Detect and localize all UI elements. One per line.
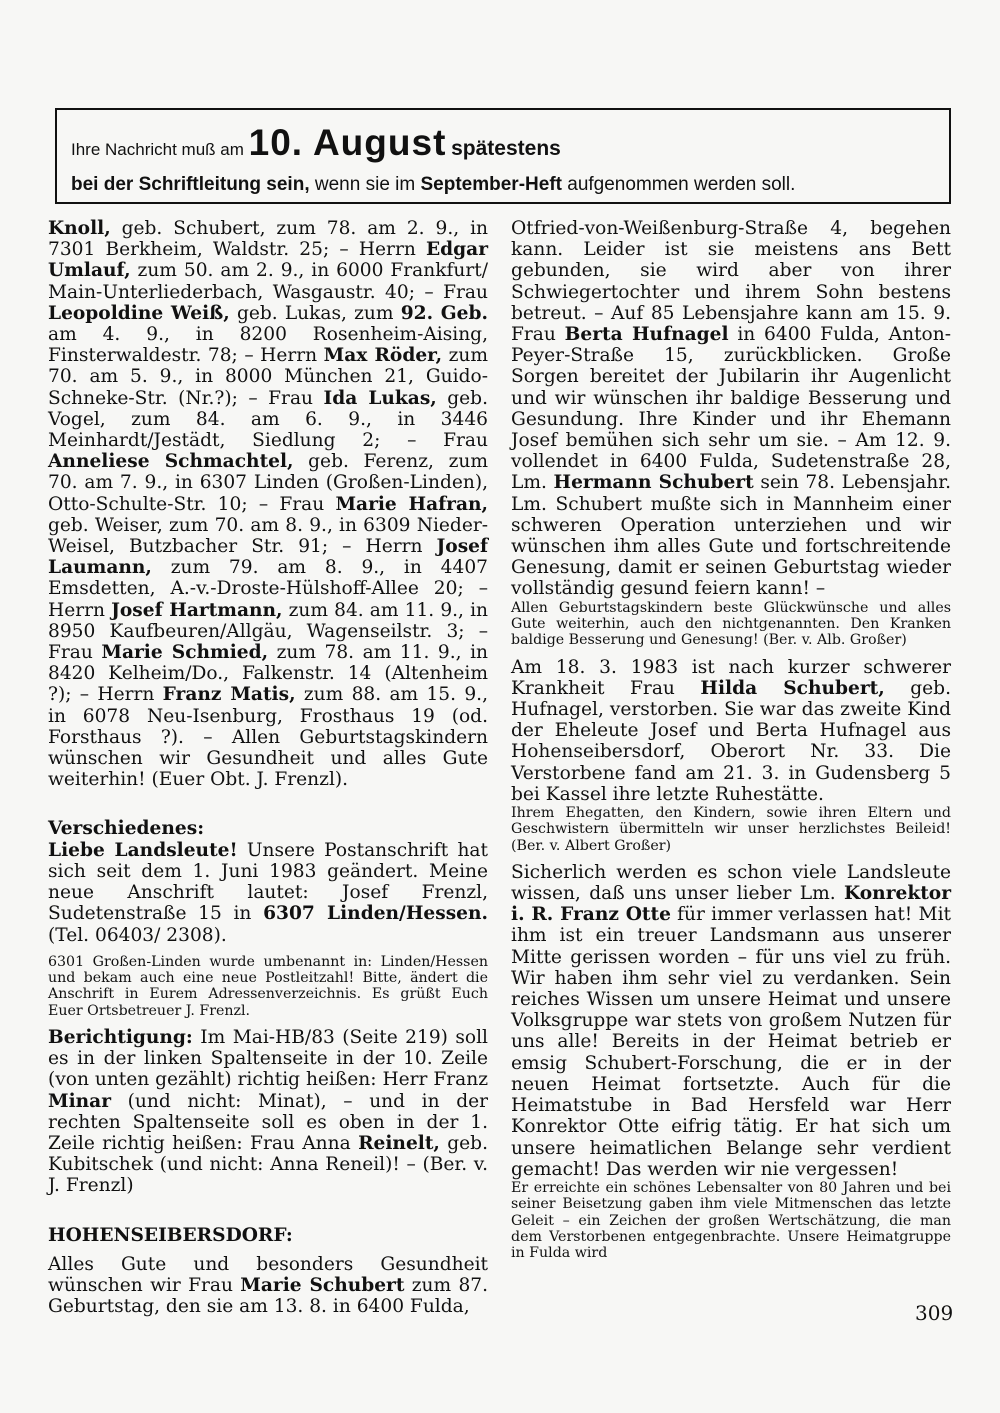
text: geb. Weiser, zum 70. am 8. 9., in 6309 Nieder-Weisel, Butzbacher Str. 91; – Herrn	[48, 514, 488, 558]
memorial-note: Er erreichte ein schönes Lebensalter von 80 Jahren und bei seiner Beisetzung gaben ihm viele Mitmenschen das letzte Geleit – ein Zeichen der großen Wertschätzung, die man dem Verstorbenen entgegenbrachte. Unsere Heimatgruppe in Fulda wird	[511, 1179, 951, 1262]
address-change-paragraph	[48, 840, 488, 946]
memorial-paragraph	[511, 862, 951, 1180]
notice-editor-text: bei der Schriftleitung sein,	[71, 174, 310, 195]
text: (und nicht: Minat), – und in der rechten Spaltenseite soll es oben in der 1. Zeile richtig heißen: Frau Anna	[48, 1090, 488, 1154]
notice-line-2	[71, 174, 795, 196]
name: Knoll,	[48, 218, 111, 239]
name: Leopoldine Weiß,	[48, 302, 230, 324]
text: zum 87. Geburtstag, den sie am 13. 8. in 6400 Fulda,	[48, 1274, 489, 1318]
text: geb. Kubitschek (und nicht: Anna Reneil)! – (Ber. v. J. Frenzl)	[48, 1132, 488, 1197]
right-column	[511, 218, 951, 1261]
bold-text: Marie Schubert	[240, 1274, 405, 1296]
text: geb. Lukas, zum	[229, 302, 401, 324]
text: zum 79. am 8. 9., in 4407 Emsdetten, A.-v.-Droste-Hülshoff-Allee 20; – Herrn	[48, 557, 488, 621]
notice-mid-text: wenn sie im	[314, 174, 416, 195]
name: Ida Lukas,	[323, 387, 437, 409]
name: Marie Schmied,	[101, 642, 269, 664]
bold-text: Hilda Schubert,	[700, 677, 885, 699]
text: sein 78. Lebensjahr. Lm. Schubert mußte sich in Mannheim einer schweren Operation unterziehen und wir wünschen ihm alles Gute und fortschreitende Genesung, damit er seinen Geburtstag wieder vollständig gesund feiern kann! –	[511, 472, 951, 600]
name: Josef Laumann,	[48, 536, 488, 579]
text: zum 78. am 11. 9., in 8420 Kelheim/Do., Falkenstr. 14 (Altenheim ?); – Herrn	[48, 642, 489, 706]
notice-end-text: aufgenommen werden soll.	[567, 174, 796, 195]
obituary-paragraph	[511, 657, 951, 805]
text: Otfried-von-Weißenburg-Straße 4, begehen kann. Leider ist sie meistens ans Bett gebunden, sie wird aber von ihrer Schwiegertochter und ihrem Sohn bestens betreut. – Auf 85 Lebensjahre kann am 15. 9. Frau	[511, 218, 951, 346]
greeting-paragraph	[48, 1254, 488, 1318]
bold-text: Konrektor i. R. Franz Otte	[511, 883, 951, 926]
name: 92. Geb.	[400, 302, 488, 324]
text: Alles Gute und besonders Gesundheit wünschen wir Frau	[48, 1253, 488, 1296]
notice-prefix: Ihre Nachricht muß am	[71, 140, 244, 159]
condolence-note: Ihrem Ehegatten, den Kindern, sowie ihren Eltern und Geschwistern übermitteln wir unser herzlichstes Beileid! (Ber. v. Albert Großer)	[511, 804, 951, 854]
text: zum 88. am 15. 9., in 6078 Neu-Isenburg, Frosthaus 19 (od. Forsthaus ?). – Allen Geburtstagskindern wünschen wir Gesundheit und alles Gute weiterhin! (Euer Obt. J. Frenzl).	[48, 684, 488, 791]
notice-suffix: spätestens	[451, 137, 561, 160]
bold-text: Liebe Landsleute!	[48, 839, 238, 861]
heading-text: HOHENSEIBERSDORF:	[48, 1224, 293, 1246]
notice-line-1	[71, 122, 561, 164]
name: Edgar Umlauf,	[48, 239, 488, 282]
text: geb. Vogel, zum 84. am 6. 9., in 3446 Meinhardt/Jestädt, Siedlung 2; – Frau	[48, 387, 488, 452]
text: am 4. 9., in 8200 Rosenheim-Aising, Finsterwaldestr. 78; – Herrn	[48, 324, 488, 367]
text: Unsere Postanschrift hat sich seit dem 1. Juni 1983 geändert. Meine neue Anschrift lautet: Josef Frenzl, Sudetenstraße 15 in	[48, 839, 488, 925]
verschiedenes-heading	[48, 818, 488, 839]
name: Josef Hartmann,	[111, 599, 283, 621]
text: geb. Ferenz, zum 70. am 7. 9., in 6307 Linden (Großen-Linden), Otto-Schulte-Str. 10; – Frau	[48, 451, 488, 515]
heading-text: Verschiedenes:	[48, 818, 205, 840]
name: Anneliese Schmachtel,	[48, 451, 294, 473]
text: Sicherlich werden es schon viele Landsleute wissen, daß uns unser lieber Lm.	[511, 861, 951, 905]
text: Am 18. 3. 1983 ist nach kurzer schwerer Krankheit Frau	[511, 656, 951, 699]
notice-date: 10. August	[248, 122, 447, 163]
left-column	[48, 218, 488, 1317]
text: geb. Hufnagel, verstorben. Sie war das zweite Kind der Eheleute Josef und Berta Hufnagel aus Hohenseibersdorf, Oberort Nr. 33. Die Verstorbene fand am 21. 3. in Gudensberg 5 bei Kassel ihre letzte Ruhestätte.	[511, 677, 951, 805]
bold-text: Reinelt,	[358, 1132, 440, 1154]
text: für immer verlassen hat! Mit ihm ist ein treuer Landsmann aus unserer Mitte gerissen worden – für uns viel zu früh. Wir haben ihm sehr viel zu verdanken. Sein reiches Wissen um unsere Heimat und unsere Volksgruppe war stets von großem Nutzen für uns alle! Bereits in der Heimat betrieb er emsig Schubert-Forschung, die er in der neuen Heimat fortsetzte. Auch für die Heimatstube in Bad Hersfeld war Herr Konrektor Otte eifrig tätig. Er hat sich um unsere heimatlichen Belange sehr verdient gemacht! Das werden wir nie vergessen!	[511, 904, 951, 1180]
wishes-note: Allen Geburtstagskindern beste Glückwünsche und alles Gute weiterhin, auch den nichtgenannten. Den Kranken baldige Besserung und Genesung! (Ber. v. Alb. Großer)	[511, 599, 951, 649]
notice-issue-text: September-Heft	[420, 174, 562, 195]
bold-text: Berta Hufnagel	[564, 324, 729, 346]
page-number: 309	[915, 1301, 954, 1325]
birthday-list-paragraph	[48, 218, 488, 790]
text: zum 70. am 5. 9., in 8000 München 21, Guido-Schneke-Str. (Nr.?); – Frau	[48, 345, 488, 409]
name: Max Röder,	[323, 345, 443, 367]
hohenseibersdorf-heading	[48, 1225, 488, 1246]
text: zum 84. am 11. 9., in 8950 Kaufbeuren/Allgäu, Wagenseilstr. 3; – Frau	[48, 599, 489, 664]
name: Marie Hafran,	[335, 493, 488, 515]
text: geb. Schubert, zum 78. am 2. 9., in 7301 Berkheim, Waldstr. 25; – Herrn	[48, 218, 488, 261]
text: Im Mai-HB/83 (Seite 219) soll es in der linken Spaltenseite in der 10. Zeile (von unten gezählt) richtig heißen: Herr Franz	[48, 1026, 489, 1091]
postcode-note: 6301 Großen-Linden wurde umbenannt in: Linden/Hessen und bekam auch eine neue Postleitzahl! Bitte, ändert die Anschrift in Eurem Adressenverzeichnis. Es grüßt Euch Euer Ortsbetreuer J. Frenzl.	[48, 953, 488, 1019]
bold-text: Minar	[48, 1090, 112, 1112]
name: Franz Matis,	[162, 684, 296, 706]
birthday-continued-paragraph	[511, 218, 951, 600]
bold-text: 6307 Linden/Hessen.	[263, 903, 488, 925]
bold-text: Hermann Schubert	[553, 472, 754, 494]
bold-text: Berichtigung:	[48, 1026, 193, 1048]
correction-paragraph	[48, 1027, 488, 1197]
text: in 6400 Fulda, Anton-Peyer-Straße 15, zurückblicken. Große Sorgen bereitet der Jubilarin ihr Augenlicht und wir wünschen ihr baldige Besserung und Gesundung. Ihre Kinder und ihr Ehemann Josef bemühen sich sehr um sie. – Am 12. 9. vollendet in 6400 Fulda, Sudetenstraße 28, Lm.	[511, 324, 952, 494]
deadline-notice-box	[55, 108, 951, 204]
text: (Tel. 06403/ 2308).	[48, 924, 227, 946]
text: zum 50. am 2. 9., in 6000 Frankfurt/ Main-Unterliederbach, Wasgaustr. 40; – Frau	[48, 260, 488, 303]
